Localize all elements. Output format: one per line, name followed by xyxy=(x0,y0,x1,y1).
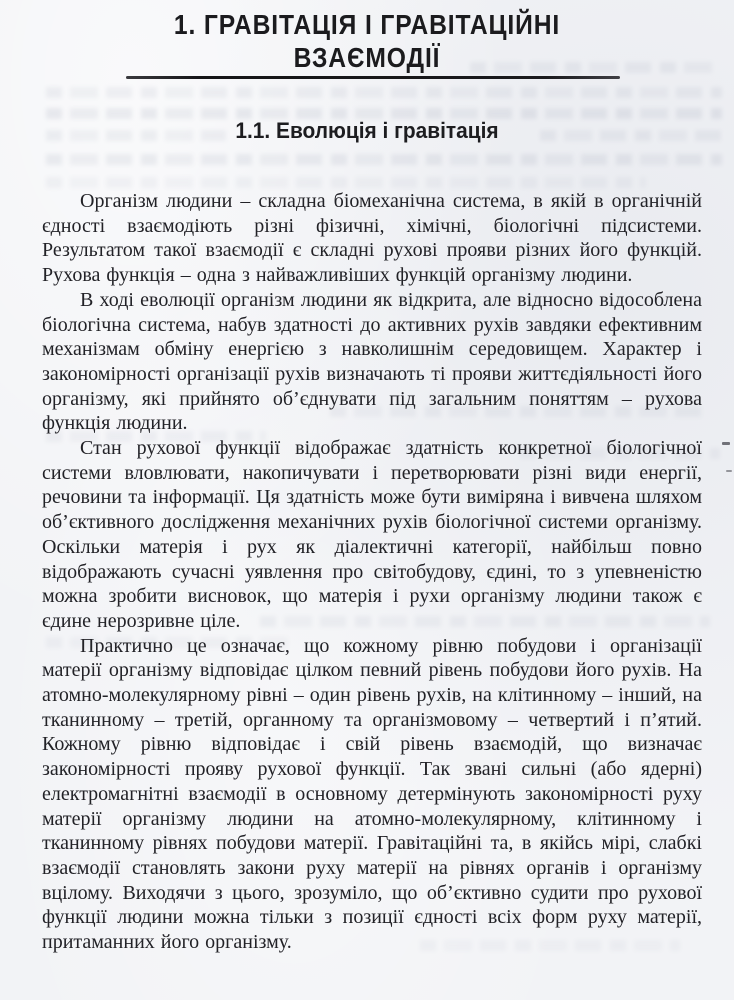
body-text-column xyxy=(42,189,702,955)
chapter-title xyxy=(44,8,690,74)
bleed-through-artifact xyxy=(46,177,646,188)
paragraph: Практично це означає, що кожному рівню побудови і організації матерії організму відповідає цілком певний рівень побудови його рухів. На атомно-молекулярному рівні – один рівень рухів, на клітинному – інший, на тканинному – третій, органному та організмовому – четвертий і п’ятий. Кожному рівню відповідає і свій рівень взаємодій, що визначає закономірності прояву рухової функції. Так звані сильні (або ядерні) електромагнітні взаємодії в основному детермінують закономірності руху матерії організму людини на атомно-молекулярному, клітинному і тканинному рівнях побудови матерії. Гравітаційні та, в якійсь мірі, слабкі взаємодії становлять закони руху матерії на рівнях органів і організму вцілому. Виходячи з цього, зрозуміло, що об’єктивно судити про рухової функції людини можна тільки з позиції єдності всіх форм руху матерії, притаманних його організму. xyxy=(42,634,702,954)
scan-speck xyxy=(726,470,732,472)
bleed-through-artifact xyxy=(46,87,722,98)
bleed-through-artifact xyxy=(46,154,722,165)
scan-speck xyxy=(722,442,730,445)
title-underline-rule xyxy=(126,76,620,79)
paragraph: Організм людини – складна біомеханічна система, в якій в органічній єдності взаємодіють різні фізичні, хімічні, біологічні підсистеми. Результатом такої взаємодії є складні рухові прояви різних його функцій. Рухова функція – одна з найважливіших функцій організму людини. xyxy=(42,190,702,287)
paragraph: В ході еволюції організм людини як відкрита, але відносно відособлена біологічна система, набув здатності до активних рухів завдяки ефективним механізмам обміну енергією з навколишнім середовищем. Характер і закономірності організації рухів визначають ті прояви життєдіяльності його організму, які прийнято об’єднувати під загальним поняттям – рухова функція людини. xyxy=(42,288,702,435)
section-title: 1.1. Еволюція і гравітація xyxy=(235,118,499,143)
chapter-title-line1: 1. ГРАВІТАЦІЯ І ГРАВІТАЦІЙНІ xyxy=(173,9,561,40)
chapter-title-line2: ВЗАЄМОДІЇ xyxy=(293,42,441,73)
paragraph: Стан рухової функції відображає здатність конкретної біологічної системи вловлювати, накопичувати і перетворювати різні види енергії, речовини та інформації. Ця здатність може бути виміряна і вивчена шляхом об’єктивного дослідження механічних рухів біологічної системи організму. Оскільки матерія і рух як діалектичні категорії, найбільш повно відображають сучасні уявлення про світобудову, єдині, то з упевненістю можна зробити висновок, що матерія і рухи організму людини також є єдине нерозривне ціле. xyxy=(42,437,702,632)
